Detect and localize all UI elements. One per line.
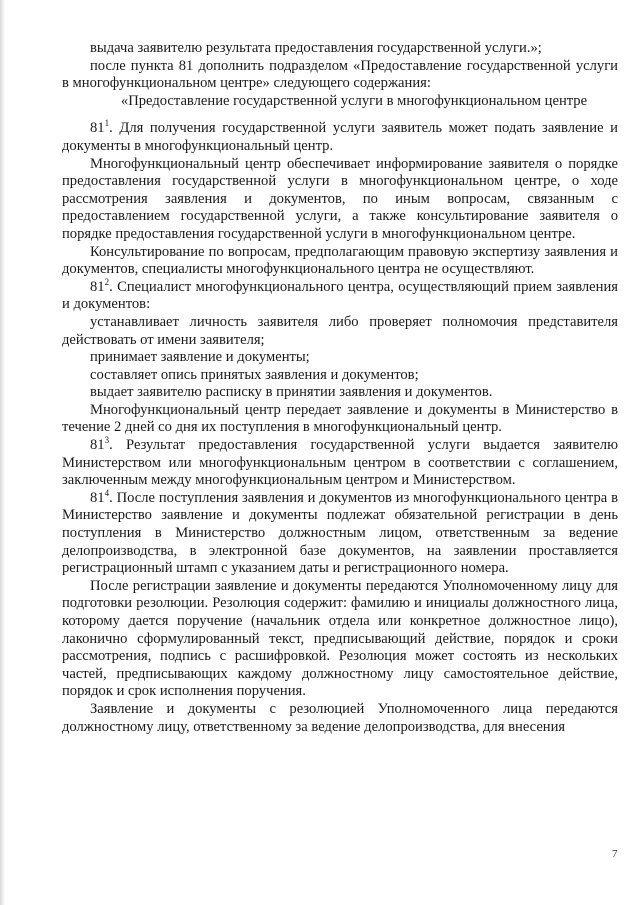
- clause-superscript: 2: [104, 276, 110, 287]
- paragraph: выдача заявителю результата предоставления государственной услуги.»;: [90, 40, 542, 56]
- scan-edge: [0, 0, 5, 905]
- paragraph: Заявление и документы с резолюцией Уполномоченного лица передаются должностному лицу, ответственному за ведение делопроизводства, для внесения: [62, 700, 618, 735]
- clause-text: . Специалист многофункционального центра, осуществляющий прием заявления и документов:: [62, 278, 618, 313]
- clause-number: 81: [90, 489, 105, 506]
- clause-text: . Для получения государственной услуги заявитель может подать заявление и документы в многофункциональный центр.: [62, 120, 618, 154]
- document-body: [62, 40, 618, 736]
- paragraph: выдает заявителю расписку в принятии заявления и документов.: [90, 384, 493, 401]
- clause-superscript: 4: [104, 487, 110, 498]
- spacer: [62, 110, 618, 120]
- paragraph: Многофункциональный центр передает заявление и документы в Министерство в течение 2 дней со дня их поступления в многофункциональный центр.: [62, 401, 618, 436]
- paragraph: после пункта 81 дополнить подразделом «Предоставление государственной услуги в многофункциональном центре» следующего содержания:: [62, 57, 618, 92]
- clause-81-4: [62, 487, 618, 578]
- paragraph: принимает заявление и документы;: [90, 349, 310, 366]
- clause-81-3: [62, 437, 618, 490]
- clause-superscript: 1: [104, 118, 110, 129]
- clause-text: . После поступления заявления и документов из многофункционального центра в Министерство заявление и документы подлежат обязательной регистрации в день поступления в Министерство должностным лицом, ответственным за ведение делопроизводства, в электронной базе документов, на заявлении проставляется регистрационный штамп с указанием даты и регистрационного номера.: [62, 489, 618, 577]
- paragraph: составляет опись принятых заявления и документов;: [90, 366, 419, 383]
- clause-81-1: [62, 120, 618, 155]
- clause-number: 81: [90, 278, 105, 295]
- clause-superscript: 3: [104, 435, 110, 446]
- paragraph: устанавливает личность заявителя либо проверяет полномочия представителя действовать от имени заявителя;: [62, 313, 618, 348]
- page-number: 7: [612, 848, 618, 860]
- paragraph: Консультирование по вопросам, предполагающим правовую экспертизу заявления и документов, специалисты многофункционального центра не осуществляют.: [62, 243, 618, 278]
- clause-number: 81: [90, 120, 105, 137]
- clause-number: 81: [90, 437, 105, 454]
- paragraph: После регистрации заявление и документы передаются Уполномоченному лицу для подготовки резолюции. Резолюция содержит: фамилию и инициалы должностного лица, которому дается поручение (начальник отдела или конкретное должностное лицо), лаконично сформулированный текст, предписывающий действие, порядок и сроки рассмотрения, подпись с расшифровкой. Резолюция может состоять из нескольких частей, предписывающих каждому должностному лицу самостоятельное действие, порядок и срок исполнения поручения.: [62, 577, 618, 700]
- paragraph: Многофункциональный центр обеспечивает информирование заявителя о порядке предоставления государственной услуги в многофункциональном центре, о ходе рассмотрения заявления и документов, по иным вопросам, связанным с предоставлением государственной услуги, а также консультирование заявителя о порядке предоставления государственной услуги в многофункциональном центре.: [62, 155, 618, 242]
- section-heading: «Предоставление государственной услуги в многофункциональном центре: [120, 92, 588, 109]
- clause-81-2: [62, 276, 618, 314]
- clause-text: . Результат предоставления государственной услуги выдается заявителю Министерством или многофункциональным центром в соответствии с соглашением, заключенным между многофункциональным центром и Министерством.: [62, 437, 618, 489]
